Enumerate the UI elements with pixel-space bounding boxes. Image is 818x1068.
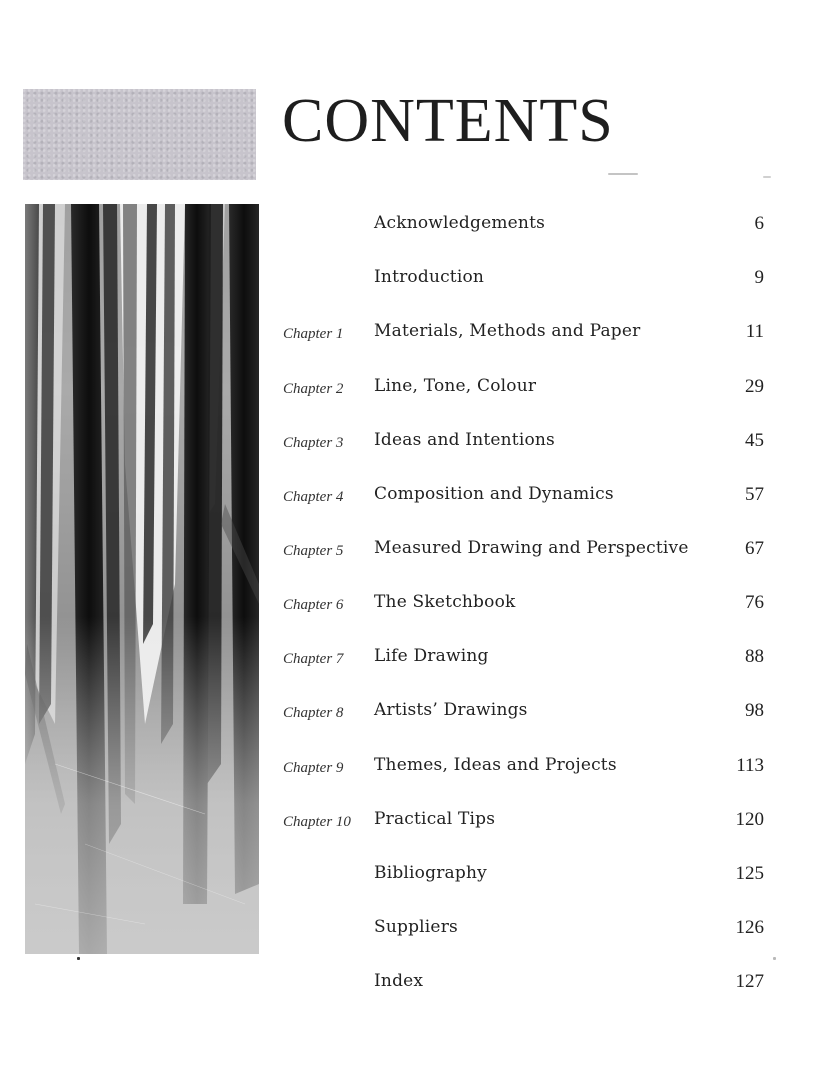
toc-row[interactable] <box>0 641 818 681</box>
entry-title: Artists’ Drawings <box>374 700 528 720</box>
entry-title: Materials, Methods and Paper <box>374 321 641 341</box>
chapter-label: Chapter 1 <box>283 326 344 342</box>
entry-title: Life Drawing <box>374 646 489 666</box>
entry-title: Bibliography <box>374 863 487 883</box>
entry-title: Composition and Dynamics <box>374 484 614 504</box>
entry-title: Acknowledgements <box>374 213 546 233</box>
chapter-label: Chapter 10 <box>283 814 351 830</box>
toc-row[interactable] <box>0 425 818 465</box>
toc-row[interactable] <box>0 371 818 411</box>
page-number: 125 <box>735 863 764 884</box>
scan-speck <box>608 173 638 175</box>
page-number: 67 <box>745 538 764 559</box>
page-number: 11 <box>745 321 764 342</box>
toc-row[interactable] <box>0 966 818 1006</box>
entry-title: The Sketchbook <box>374 592 516 612</box>
page-number: 126 <box>735 917 764 938</box>
toc-row[interactable] <box>0 750 818 790</box>
entry-title: Introduction <box>374 267 485 287</box>
toc-row[interactable] <box>0 858 818 898</box>
chapter-label: Chapter 6 <box>283 597 344 613</box>
toc-row[interactable] <box>0 912 818 952</box>
entry-title: Ideas and Intentions <box>374 430 555 450</box>
entry-title: Themes, Ideas and Projects <box>374 755 617 775</box>
entry-title: Practical Tips <box>374 809 496 829</box>
entry-title: Suppliers <box>374 917 458 937</box>
toc-row[interactable] <box>0 533 818 573</box>
chapter-label: Chapter 8 <box>283 705 344 721</box>
entry-title: Line, Tone, Colour <box>374 376 537 396</box>
chapter-label: Chapter 9 <box>283 760 344 776</box>
page-title: CONTENTS <box>282 87 614 155</box>
page-number: 120 <box>735 809 764 830</box>
entry-title: Measured Drawing and Perspective <box>374 538 689 558</box>
page-number: 57 <box>745 484 764 505</box>
scan-speck <box>773 957 776 960</box>
scan-speck <box>763 176 771 178</box>
toc-row[interactable] <box>0 587 818 627</box>
entry-title: Index <box>374 971 424 991</box>
page-number: 127 <box>735 971 764 992</box>
chapter-label: Chapter 5 <box>283 543 344 559</box>
toc-row[interactable] <box>0 316 818 356</box>
page-number: 88 <box>745 646 764 667</box>
page-number: 113 <box>736 755 764 776</box>
page-number: 9 <box>754 267 764 288</box>
page-number: 98 <box>745 700 764 721</box>
chapter-label: Chapter 3 <box>283 435 344 451</box>
toc-row[interactable] <box>0 804 818 844</box>
chapter-label: Chapter 7 <box>283 651 344 667</box>
page-number: 76 <box>745 592 764 613</box>
chapter-label: Chapter 2 <box>283 381 344 397</box>
toc-row[interactable] <box>0 695 818 735</box>
chapter-label: Chapter 4 <box>283 489 344 505</box>
page-number: 29 <box>745 376 764 397</box>
toc-row[interactable] <box>0 479 818 519</box>
toc-row[interactable] <box>0 262 818 302</box>
scan-speck <box>77 957 80 960</box>
page-number: 45 <box>745 430 764 451</box>
page-number: 6 <box>754 213 764 234</box>
toc-row[interactable] <box>0 208 818 248</box>
